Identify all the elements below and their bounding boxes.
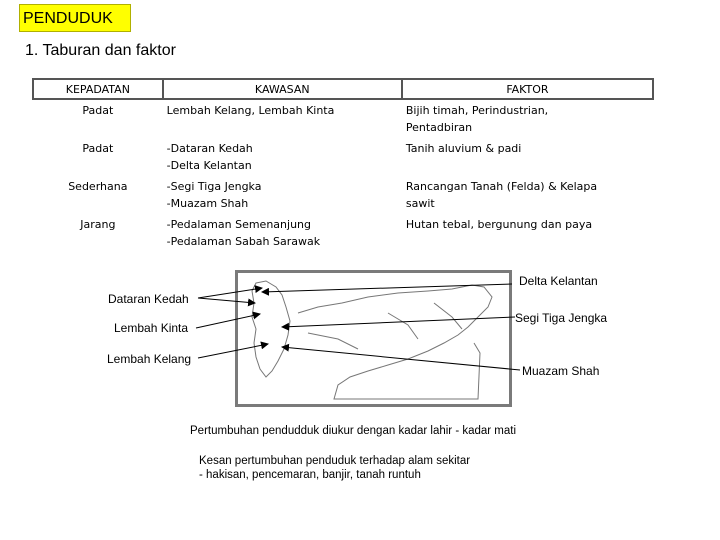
arrow-delta-kelantan	[262, 284, 512, 292]
cell-kepadatan: Sederhana	[68, 180, 128, 193]
faktor-line: Rancangan Tanah (Felda) & Kelapa	[405, 180, 598, 193]
cell-kepadatan: Padat	[82, 104, 114, 117]
arrow-lembah-kelang	[198, 344, 268, 358]
header-kawasan: KAWASAN	[163, 79, 402, 99]
cell-kepadatan: Jarang	[80, 218, 116, 231]
section-subtitle: 1. Taburan dan faktor	[25, 42, 176, 59]
kawasan-line: -Pedalaman Sabah Sarawak	[166, 235, 321, 248]
kawasan-line: -Pedalaman Semenanjung	[166, 218, 311, 231]
header-kepadatan: KEPADATAN	[33, 79, 163, 99]
kawasan-line: -Delta Kelantan	[166, 159, 252, 172]
kawasan-line: -Segi Tiga Jengka	[166, 180, 262, 193]
faktor-line: Pentadbiran	[405, 121, 473, 134]
arrow-lembah-kinta	[196, 314, 260, 328]
arrow-muazam-shah	[282, 347, 520, 370]
label-dataran-kedah: Dataran Kedah	[108, 292, 189, 306]
label-lembah-kinta: Lembah Kinta	[114, 321, 189, 335]
arrow-dataran-kedah-1	[198, 288, 262, 298]
label-lembah-kelang: Lembah Kelang	[107, 352, 192, 366]
arrow-segi-tiga-jengka	[282, 317, 515, 327]
faktor-line: Hutan tebal, bergunung dan paya	[405, 218, 593, 231]
effects-note-line1: Kesan pertumbuhan penduduk terhadap alam sekitar	[199, 455, 471, 467]
faktor-line: Tanih aluvium & padi	[405, 142, 522, 155]
arrow-dataran-kedah-2	[198, 298, 255, 303]
label-muazam-shah: Muazam Shah	[522, 364, 600, 378]
growth-note: Pertumbuhan pendudduk diukur dengan kadar lahir - kadar mati	[190, 425, 517, 437]
kawasan-line: Lembah Kelang, Lembah Kinta	[166, 104, 335, 117]
header-faktor: FAKTOR	[402, 79, 653, 99]
label-delta-kelantan: Delta Kelantan	[519, 274, 598, 288]
faktor-line: sawit	[405, 197, 435, 210]
label-segi-tiga-jengka: Segi Tiga Jengka	[515, 311, 608, 325]
page-title: PENDUDUK	[19, 4, 131, 32]
faktor-line: Bijih timah, Perindustrian,	[405, 104, 549, 117]
kawasan-line: -Muazam Shah	[166, 197, 249, 210]
cell-kepadatan: Padat	[82, 142, 114, 155]
effects-note-line2: - hakisan, pencemaran, banjir, tanah runtuh	[199, 469, 421, 481]
kawasan-line: -Dataran Kedah	[166, 142, 253, 155]
